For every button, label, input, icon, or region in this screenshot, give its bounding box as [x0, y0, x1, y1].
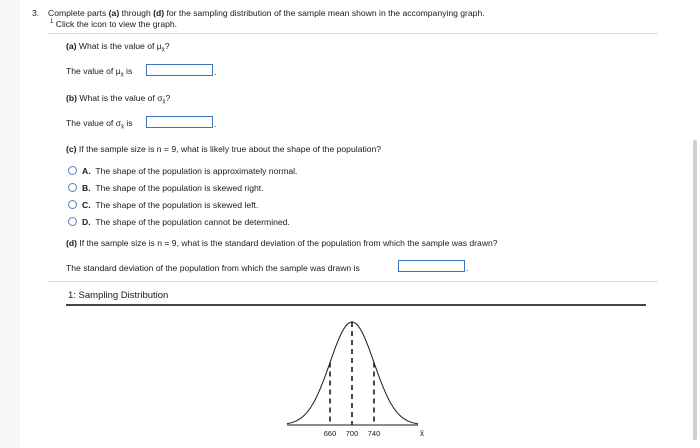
part-b-period: . [214, 119, 217, 129]
mu-xbar-symbol: $\mu_{x̄}$ [156, 41, 165, 54]
hint-footnote-icon[interactable]: 1 [50, 19, 54, 26]
part-a-prompt: (a) What is the value of $\mu_{x̄}$? [66, 41, 170, 54]
tick-label-660: 660 [323, 429, 337, 438]
part-b-answer-label: The value of $\sigma_{x̄}$ is [66, 118, 133, 131]
option-b[interactable]: B. The shape of the population is skewed right. [82, 183, 264, 193]
part-d-prompt: (d) If the sample size is n = 9, what is the standard deviation of the population from which the sample was drawn? [66, 238, 498, 248]
option-d[interactable]: D. The shape of the population cannot be determined. [82, 217, 290, 227]
graph-title: 1: Sampling Distribution [68, 290, 169, 301]
scrollbar[interactable] [693, 140, 697, 440]
option-c[interactable]: C. The shape of the population is skewed left. [82, 200, 259, 210]
x-axis-label: x̄ [420, 429, 424, 438]
part-d-ref: (d) [153, 8, 165, 18]
question-text: Complete parts (a) through (d) for the sampling distribution of the sample mean shown in the accompanying graph. [48, 8, 485, 18]
part-d-period: . [466, 263, 469, 273]
part-a-period: . [214, 67, 217, 77]
sigma-xbar-symbol: $\sigma_{x̄}$ [157, 93, 166, 106]
graph-hint[interactable]: $^1$ Click the icon to view the graph. [50, 19, 178, 29]
tick-label-700: 700 [345, 429, 359, 438]
normal-curve [287, 322, 418, 424]
part-a-answer-label: The value of $\mu_{x̄}$ is [66, 66, 133, 79]
part-a-ref: (a) [108, 8, 120, 18]
question-number: 3. [32, 8, 40, 18]
part-d-answer-label: The standard deviation of the population from which the sample was drawn is [66, 263, 360, 273]
option-a[interactable]: A. The shape of the population is approximately normal. [82, 166, 298, 176]
part-c-prompt: (c) If the sample size is n = 9, what is likely true about the shape of the population? [66, 144, 382, 154]
part-b-prompt: (b) What is the value of $\sigma_{x̄}$? [66, 93, 171, 106]
tick-label-740: 740 [367, 429, 381, 438]
